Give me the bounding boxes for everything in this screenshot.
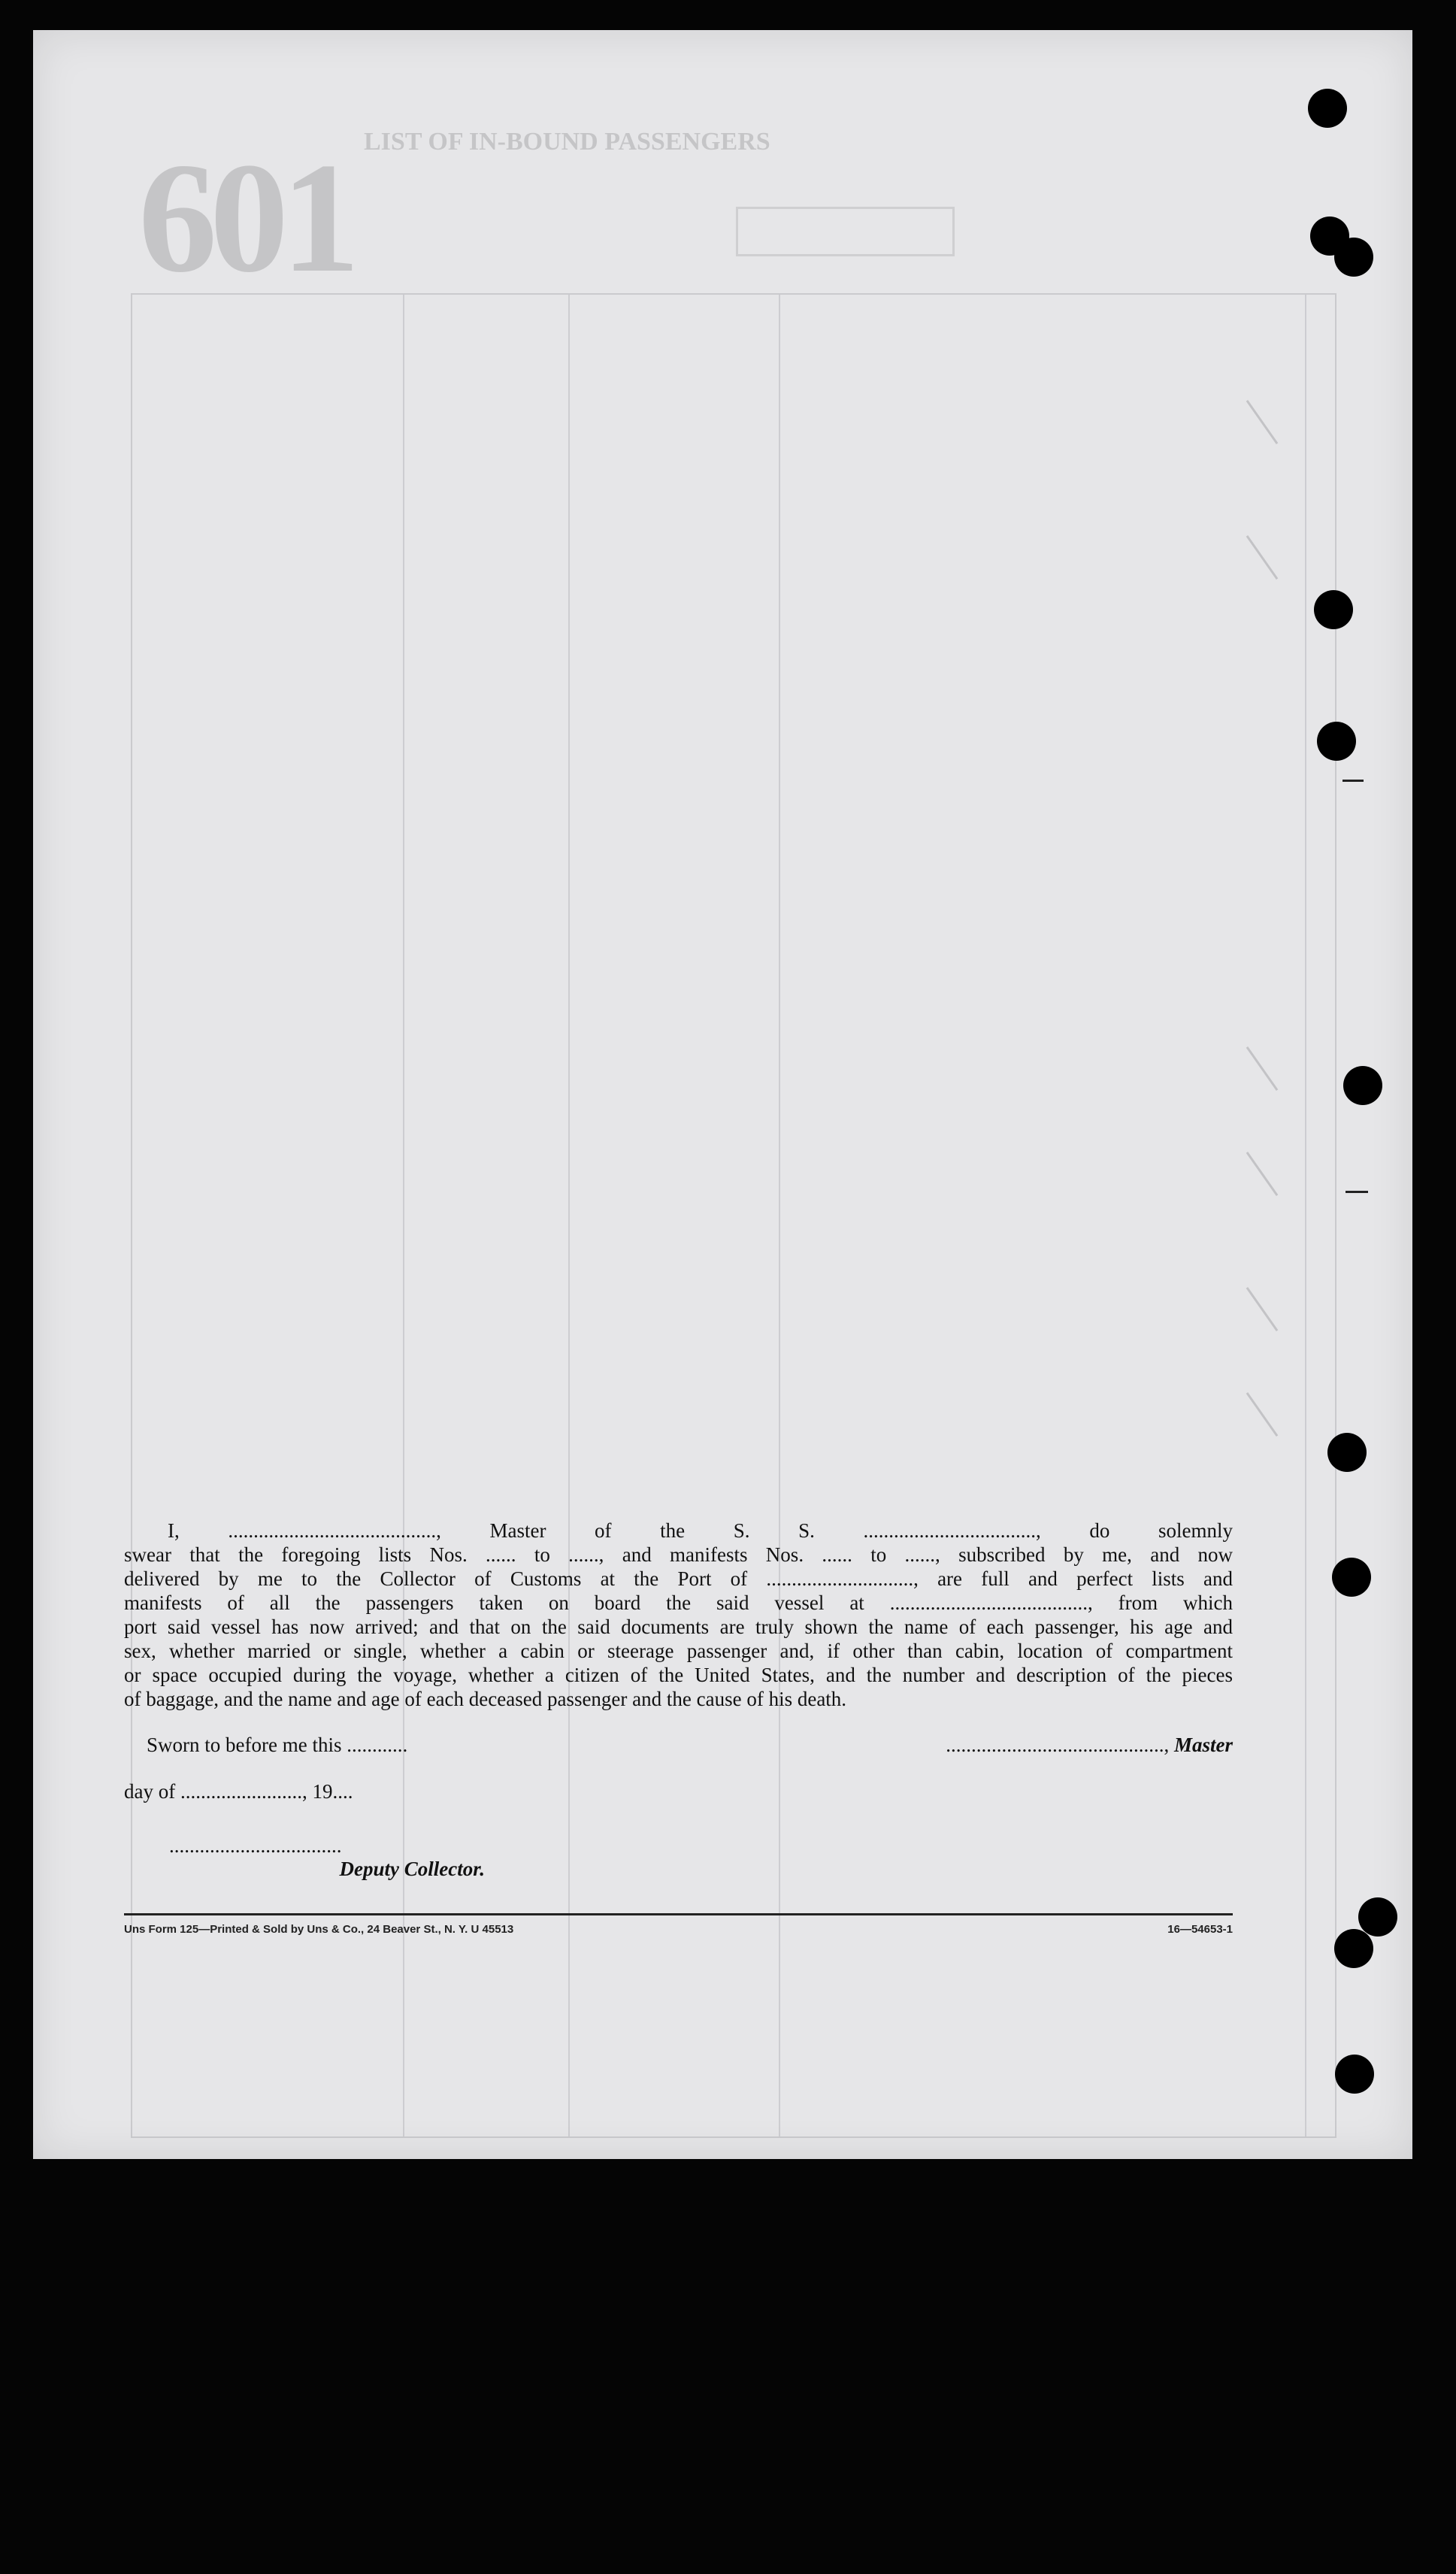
punch-hole: [1358, 1897, 1397, 1937]
oath-line: swear that the foregoing lists Nos. ...... to ......, and manifests Nos. ...... to ......, subscribed by me, and now: [124, 1543, 1233, 1566]
master-signature-line: [946, 1734, 1233, 1757]
deputy-signature-line: ..................................: [169, 1834, 342, 1857]
master-dots: ...........................................,: [946, 1734, 1174, 1756]
day-label: day of ........................, 19....: [124, 1780, 353, 1803]
oath-line: delivered by me to the Collector of Customs at the Port of ............................., are full and perfect lists and: [124, 1567, 1233, 1590]
bleed-through-title: LIST OF IN-BOUND PASSENGERS: [364, 128, 770, 156]
oath-line: manifests of all the passengers taken on board the said vessel at ......................................., from which: [124, 1591, 1233, 1614]
punch-hole: [1317, 722, 1356, 761]
punch-hole: [1334, 238, 1373, 277]
margin-mark: [1346, 1191, 1368, 1193]
oath-line: sex, whether married or single, whether a cabin or steerage passenger and, if other than cabin, location of compartment: [124, 1640, 1233, 1662]
oath-line: or space occupied during the voyage, whether a citizen of the United States, and the number and description of the pieces: [124, 1664, 1233, 1686]
punch-hole: [1334, 1929, 1373, 1968]
form-footer: [124, 1923, 1233, 1941]
bleed-through-number: 601: [138, 131, 353, 305]
bleed-through-stamp: [736, 207, 955, 256]
punch-hole: [1332, 1558, 1371, 1597]
punch-hole: [1335, 2055, 1374, 2094]
footer-rule: [124, 1913, 1233, 1915]
oath-paragraph: [124, 1519, 1233, 1711]
master-label: Master: [1173, 1734, 1233, 1756]
punch-hole: [1343, 1066, 1382, 1105]
punch-hole: [1327, 1433, 1367, 1472]
oath-line: of baggage, and the name and age of each deceased passenger and the cause of his death.: [124, 1688, 847, 1710]
margin-mark: [1342, 780, 1364, 782]
punch-hole: [1314, 590, 1353, 629]
punch-hole: [1308, 89, 1347, 128]
oath-line: I, ........................................., Master of the S. S. .................................., do solemnly: [168, 1519, 1233, 1542]
printer-imprint: Uns Form 125—Printed & Sold by Uns & Co., 24 Beaver St., N. Y. U 45513: [124, 1923, 514, 1936]
sworn-label: Sworn to before me this ............: [147, 1734, 408, 1756]
bleed-through-header: [138, 113, 815, 305]
form-number: 16—54653-1: [1167, 1923, 1233, 1936]
deputy-collector-block: [169, 1834, 485, 1881]
oath-line: port said vessel has now arrived; and that on the said documents are truly shown the name of each passenger, his age and: [124, 1616, 1233, 1638]
deputy-collector-title: Deputy Collector.: [339, 1858, 485, 1880]
